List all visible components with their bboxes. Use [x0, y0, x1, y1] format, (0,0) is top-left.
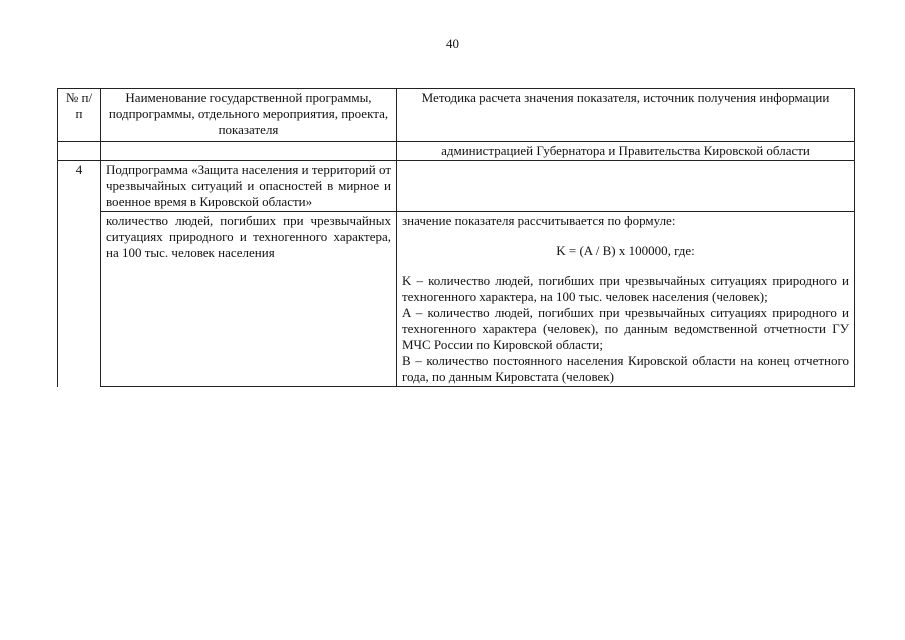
header-method: Методика расчета значения показателя, источник получения информации	[397, 89, 855, 142]
definition-b: B – количество постоянного населения Кировской области на конец отчетного года, по данным Кировстата (человек)	[402, 353, 849, 384]
indicator-name: количество людей, погибших при чрезвычайных ситуациях природного и техногенного характера, на 100 тыс. человек населения	[101, 212, 397, 387]
continuation-method-cell: администрацией Губернатора и Правительства Кировской области	[397, 142, 855, 161]
method-formula: K = (A / B) x 100000, где:	[556, 243, 695, 258]
definition-k: K – количество людей, погибших при чрезвычайных ситуациях природного и техногенного характера, на 100 тыс. человек населения (человек);	[402, 273, 849, 304]
subprogram-method	[397, 161, 855, 212]
subprogram-row	[58, 161, 855, 212]
continuation-row	[58, 142, 855, 161]
indicator-row	[58, 212, 855, 387]
continuation-name-cell	[101, 142, 397, 161]
continuation-number-cell	[58, 142, 101, 161]
header-name: Наименование государственной программы, подпрограммы, отдельного мероприятия, проекта, показателя	[101, 89, 397, 142]
header-number: № п/п	[58, 89, 101, 142]
subprogram-number: 4	[58, 161, 101, 387]
indicator-method	[397, 212, 855, 387]
method-intro: значение показателя рассчитывается по формуле:	[402, 213, 676, 228]
table-header-row	[58, 89, 855, 142]
page-number: 40	[446, 36, 459, 51]
indicator-table	[57, 88, 855, 387]
subprogram-name: Подпрограмма «Защита населения и территорий от чрезвычайных ситуаций и опасностей в мирное и военное время в Кировской области»	[101, 161, 397, 212]
definition-a: A – количество людей, погибших при чрезвычайных ситуациях природного и техногенного характера (человек), по данным ведомственной отчетности ГУ МЧС России по Кировской области;	[402, 305, 849, 352]
